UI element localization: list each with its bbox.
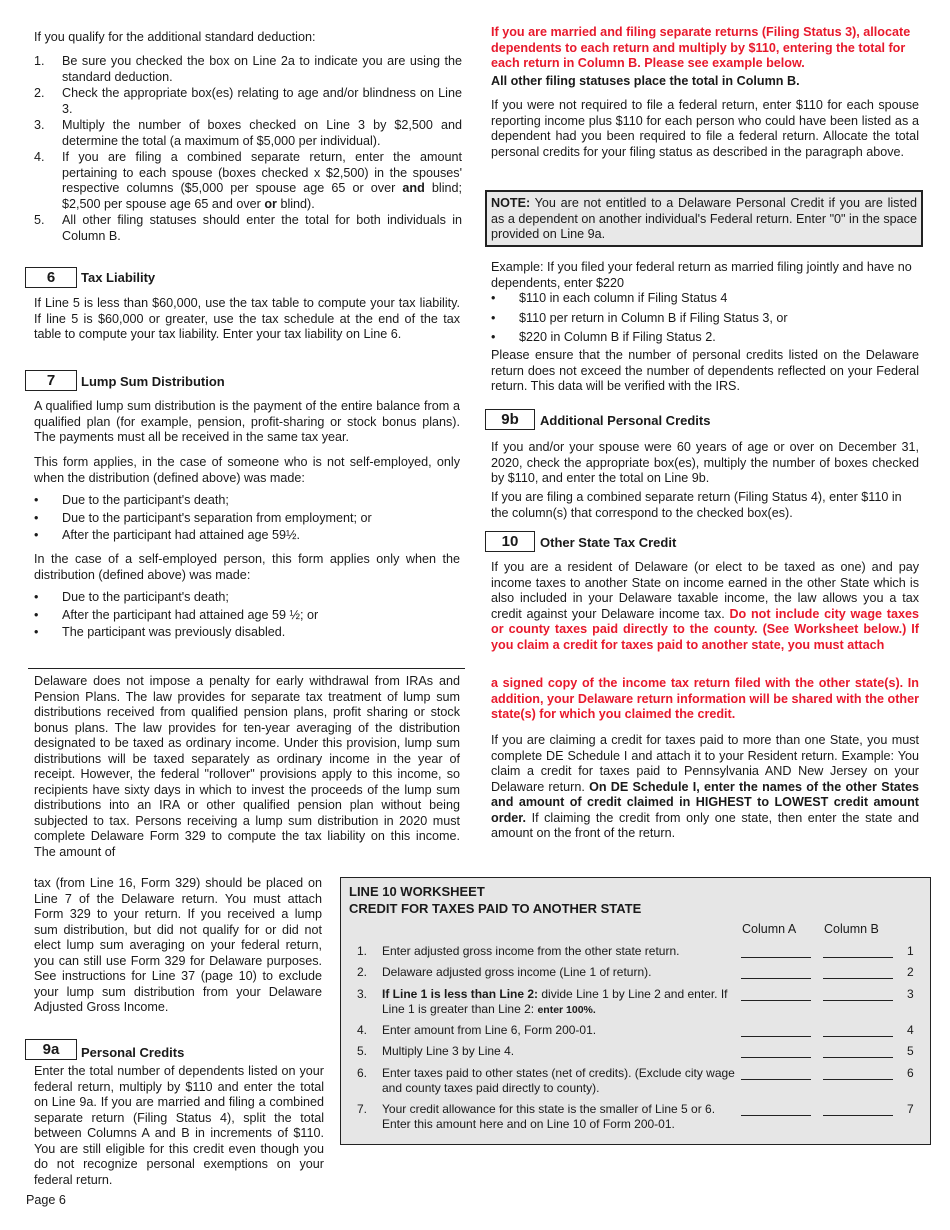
list-item: 5. All other filing statuses should enter the total for both individuals in Column B. <box>34 213 462 243</box>
other-statuses-instruction: All other filing statuses place the total in Column B. <box>491 74 800 88</box>
ensure-text: Please ensure that the number of personal credits listed on the Delaware return does not exceed the number of dependents reflected on your Federal return. This data will be verified with the IRS. <box>491 348 919 393</box>
tax-liability-heading: Tax Liability <box>81 270 156 285</box>
column-b-entry-6[interactable] <box>823 1079 893 1080</box>
list-item: • Due to the participant's death; <box>30 590 460 606</box>
page-number: Page 6 <box>26 1193 66 1207</box>
column-a-entry-4[interactable] <box>741 1036 811 1037</box>
column-b-entry-4[interactable] <box>823 1036 893 1037</box>
column-a-entry-5[interactable] <box>741 1057 811 1058</box>
example-text: Example: If you filed your federal return as married filing jointly and have no dependents, enter $220 <box>491 260 912 290</box>
column-a-entry-2[interactable] <box>741 978 811 979</box>
worksheet-title: LINE 10 WORKSHEET CREDIT FOR TAXES PAID TO ANOTHER STATE <box>349 884 642 916</box>
line-9b-box: 9b <box>485 409 535 430</box>
personal-credits-heading: Personal Credits <box>81 1045 185 1060</box>
lump-sum-bullets-2 <box>30 590 460 643</box>
other-state-credit-p2: a signed copy of the income tax return filed with the other state(s). In addition, your Delaware return information will be shared with the other state(s) for which you claimed the credit. <box>491 676 919 721</box>
tax-liability-text: If Line 5 is less than $60,000, use the tax table to compute your tax liability. If line 5 is $60,000 or greater, use the tax schedule at the end of the tax table to compute your tax liability. Enter your tax liability on Line 6. <box>34 296 460 341</box>
additional-credits-p2: If you are filing a combined separate return (Filing Status 4), enter $110 in the column(s) that correspond to the checked box(es). <box>491 490 902 520</box>
list-item: 1. Be sure you checked the box on Line 2a to indicate you are using the standard deduction. <box>34 54 462 84</box>
dependent-note-box <box>485 190 923 247</box>
line-9a-box: 9a <box>25 1039 77 1060</box>
list-item: 4. If you are filing a combined separate return, enter the amount pertaining to each spouse (boxes checked x $2,500) in the spouses' respective columns ($5,000 per spouse age 65 or over and blind; $2,500 per spouse age 65 and over or blind). <box>34 150 462 211</box>
delaware-penalty-text-cont: tax (from Line 16, Form 329) should be placed on Line 7 of the Delaware return. You must attach Form 329 to your return. If you received a lump sum distribution, but did not qualify for or did not elect lump sum averaging on your federal return, you can still use Form 329 for Delaware purposes. See instructions for Line 37 (page 10) to exclude your lump sum distribution from your Delaware Adjusted Gross Income. <box>34 876 322 1014</box>
line-10-worksheet: LINE 10 WORKSHEET CREDIT FOR TAXES PAID TO ANOTHER STATE Column A Column B 1. Enter adjusted gross income from the other state return. 1 2. Delaware adjusted gross income (Line 1 of return). 2 3. If Line 1 is less than Line 2: divide Line 1 by Line 2 and enter. If Line 1 is greater than Line 2: enter 100%. 3 4. Enter amount from Line 6, Form 200-01. 4 5. Multiply Line 3 by Line 4. 5 6. Enter taxes paid to other states (net of credits). (Exclude city wage and county taxes paid directly to county). 6 7. Your credit allowance for this state is the smaller of Line 5 or 6. Enter this amount here and on Line 10 of Form 200-01. 7 <box>340 877 931 1145</box>
line-6-box: 6 <box>25 267 77 288</box>
additional-credits-p1: If you and/or your spouse were 60 years of age or over on December 31, 2020, check the appropriate box(es), multiply the number of boxes checked by $110, and enter the total on Line 9b. <box>491 440 919 485</box>
standard-deduction-steps <box>34 54 462 245</box>
line-7-box: 7 <box>25 370 77 391</box>
list-item: • After the participant had attained age 59½. <box>30 528 460 544</box>
personal-credits-text: Enter the total number of dependents listed on your federal return, multiply by $110 and enter the total on Line 9a. If you are married and filing a combined separate return (Filing Status 4), split the total between Columns A and B in increments of $110. You are still eligible for this credit even though you do not recognize personal exemptions on your federal return. <box>34 1064 324 1187</box>
lump-sum-p1: A qualified lump sum distribution is the payment of the entire balance from a qualified plan (for example, pension, profit-sharing or stock bonus plans). The payments must all be received in the same tax year. <box>34 399 460 444</box>
column-b-entry-5[interactable] <box>823 1057 893 1058</box>
column-b-entry-2[interactable] <box>823 978 893 979</box>
lump-sum-heading: Lump Sum Distribution <box>81 374 225 389</box>
list-item: • $220 in Column B if Filing Status 2. <box>487 330 917 346</box>
line-10-box: 10 <box>485 531 535 552</box>
lump-sum-p2: This form applies, in the case of someone who is not self-employed, only when the distribution (defined above) was made: <box>34 455 460 485</box>
list-item: • After the participant had attained age 59 ½; or <box>30 608 460 624</box>
column-a-entry-6[interactable] <box>741 1079 811 1080</box>
note-text: You are not entitled to a Delaware Personal Credit if you are listed as a dependent on another individual's Federal return. Enter "0" in the space provided on Line 9a. <box>491 196 917 241</box>
example-bullets <box>487 291 917 348</box>
column-b-header: Column B <box>824 922 879 936</box>
note-label: NOTE: <box>491 196 531 210</box>
delaware-penalty-text: Delaware does not impose a penalty for early withdrawal from IRAs and Pension Plans. The law provides for separate tax treatment of lump sum distributions received from qualified pension plans, profit sharing or stock bonus plans. The law provides for ten-year averaging of the distribution designated to be taxed as ordinary income. Under this provision, lump sum distributions will be taxed separately as ordinary income in the year of receipt. However, the federal "rollover" provisions apply to this income, so recipients have sixty days in which to invest the proceeds of the lump sum distributions into an IRA or other qualified pension plan without being subjected to tax. Persons receiving a lump sum distribution in 2020 must complete Delaware Form 329 to compute the tax liability on this income. The amount of <box>34 674 460 859</box>
list-item: • Due to the participant's separation from employment; or <box>30 511 460 527</box>
list-item: • $110 per return in Column B if Filing Status 3, or <box>487 311 917 327</box>
column-a-entry-7[interactable] <box>741 1115 811 1116</box>
list-item: 2. Check the appropriate box(es) relating to age and/or blindness on Line 3. <box>34 86 462 116</box>
section-divider <box>28 668 465 669</box>
list-item: 3. Multiply the number of boxes checked on Line 3 by $2,500 and determine the total (a maximum of $5,000 per individual). <box>34 118 462 148</box>
column-b-entry-7[interactable] <box>823 1115 893 1116</box>
additional-credits-heading: Additional Personal Credits <box>540 413 711 428</box>
list-item: • $110 in each column if Filing Status 4 <box>487 291 917 307</box>
other-state-credit-p1: If you are a resident of Delaware (or elect to be taxed as one) and pay income taxes to another State on income earned in the other State which is also included in your Delaware taxable income, the law allows you a tax credit against your Delaware income tax. Do not include city wage taxes or county taxes paid directly to the county. (See Worksheet below.) If you claim a credit for taxes paid to another state, you must attach <box>491 560 919 652</box>
column-a-entry-3[interactable] <box>741 1000 811 1001</box>
filing-status-3-instruction: If you are married and filing separate returns (Filing Status 3), allocate dependents to each return and multiply by $110, entering the total for each return in Column B. Please see example below. <box>491 25 911 70</box>
column-a-entry-1[interactable] <box>741 957 811 958</box>
no-federal-return-text: If you were not required to file a federal return, enter $110 for each spouse reporting income plus $110 for each person who could have been listed as a dependent had you been required to file a federal return. Allocate the total personal credits for your filing status as described in the paragraph above. <box>491 98 919 159</box>
column-b-entry-3[interactable] <box>823 1000 893 1001</box>
column-b-entry-1[interactable] <box>823 957 893 958</box>
column-a-header: Column A <box>742 922 797 936</box>
list-item: • Due to the participant's death; <box>30 493 460 509</box>
list-item: • The participant was previously disabled. <box>30 625 460 641</box>
lump-sum-p3: In the case of a self-employed person, this form applies only when the distribution (defined above) was made: <box>34 552 460 582</box>
other-state-credit-heading: Other State Tax Credit <box>540 535 677 550</box>
lump-sum-bullets-1 <box>30 493 460 546</box>
other-state-credit-p3: If you are claiming a credit for taxes paid to more than one State, you must complete DE Schedule I and attach it to your Resident return. Example: You claim a credit for taxes paid to Pennsylvania AND New Jersey on your Delaware return. On DE Schedule I, enter the names of the other States and amount of credit claimed in HIGHEST to LOWEST credit amount order. If claiming the credit from only one state, then enter the state and amount on the front of the return. <box>491 733 919 840</box>
standard-deduction-intro: If you qualify for the additional standard deduction: <box>34 30 316 44</box>
